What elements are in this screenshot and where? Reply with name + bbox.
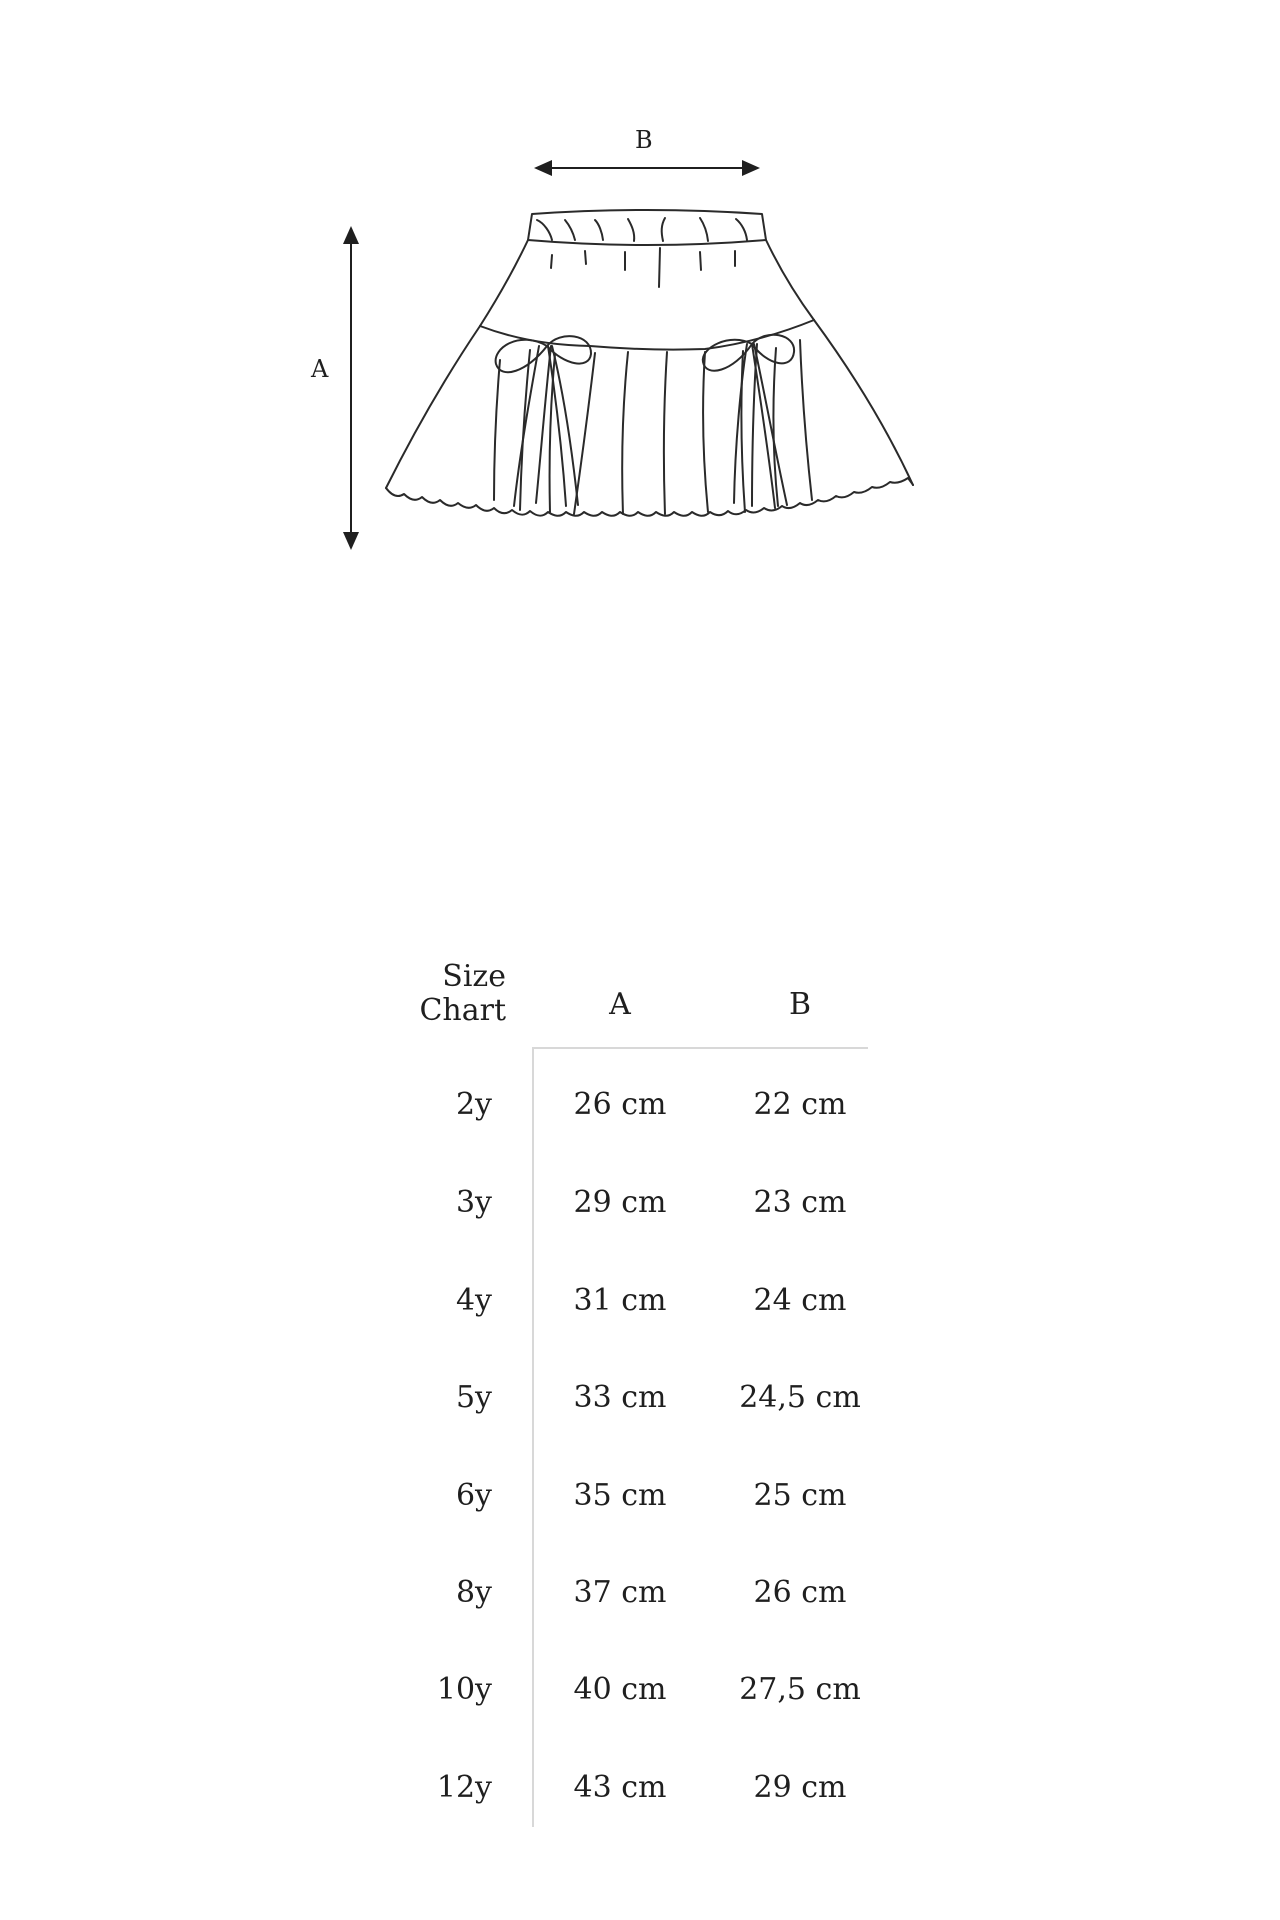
measurement-b-cell: 25 cm: [753, 1478, 847, 1513]
header-divider: [532, 1047, 868, 1049]
size-cell: 10y: [436, 1672, 492, 1707]
size-cell: 8y: [455, 1575, 492, 1610]
measurement-b-cell: 22 cm: [753, 1087, 847, 1122]
measurement-b-cell: 27,5 cm: [739, 1672, 861, 1707]
title-line-2: Chart: [419, 993, 506, 1028]
table-row: [0, 1183, 1280, 1223]
measurement-a-cell: 29 cm: [573, 1185, 667, 1220]
table-row: [0, 1573, 1280, 1613]
size-cell: 2y: [455, 1087, 492, 1122]
measurement-a-cell: 31 cm: [573, 1283, 667, 1318]
table-row: [0, 1768, 1280, 1808]
title-line-1: Size: [442, 959, 506, 994]
measurement-a-cell: 35 cm: [573, 1478, 667, 1513]
table-row: [0, 1281, 1280, 1321]
size-chart-title: [400, 960, 506, 1028]
column-a-header: A: [609, 987, 631, 1022]
table-row: [0, 1378, 1280, 1418]
size-cell: 4y: [455, 1283, 492, 1318]
table-row: [0, 1085, 1280, 1125]
measurement-b-cell: 23 cm: [753, 1185, 847, 1220]
table-row: [0, 1670, 1280, 1710]
length-label: A: [311, 355, 329, 383]
measurement-b-cell: 24 cm: [753, 1283, 847, 1318]
size-cell: 12y: [436, 1770, 492, 1805]
measurement-a-cell: 37 cm: [573, 1575, 667, 1610]
column-divider: [532, 1047, 534, 1827]
measurement-b-cell: 24,5 cm: [739, 1380, 861, 1415]
size-cell: 5y: [455, 1380, 492, 1415]
column-b-header: B: [788, 987, 812, 1022]
measurement-b-cell: 26 cm: [753, 1575, 847, 1610]
measurement-a-cell: 26 cm: [573, 1087, 667, 1122]
measurement-a-cell: 43 cm: [573, 1770, 667, 1805]
measurement-a-cell: 40 cm: [573, 1672, 667, 1707]
size-cell: 6y: [455, 1478, 492, 1513]
table-row: [0, 1476, 1280, 1516]
measurement-a-cell: 33 cm: [573, 1380, 667, 1415]
size-cell: 3y: [455, 1185, 492, 1220]
measurement-b-cell: 29 cm: [753, 1770, 847, 1805]
width-label: B: [635, 126, 653, 154]
